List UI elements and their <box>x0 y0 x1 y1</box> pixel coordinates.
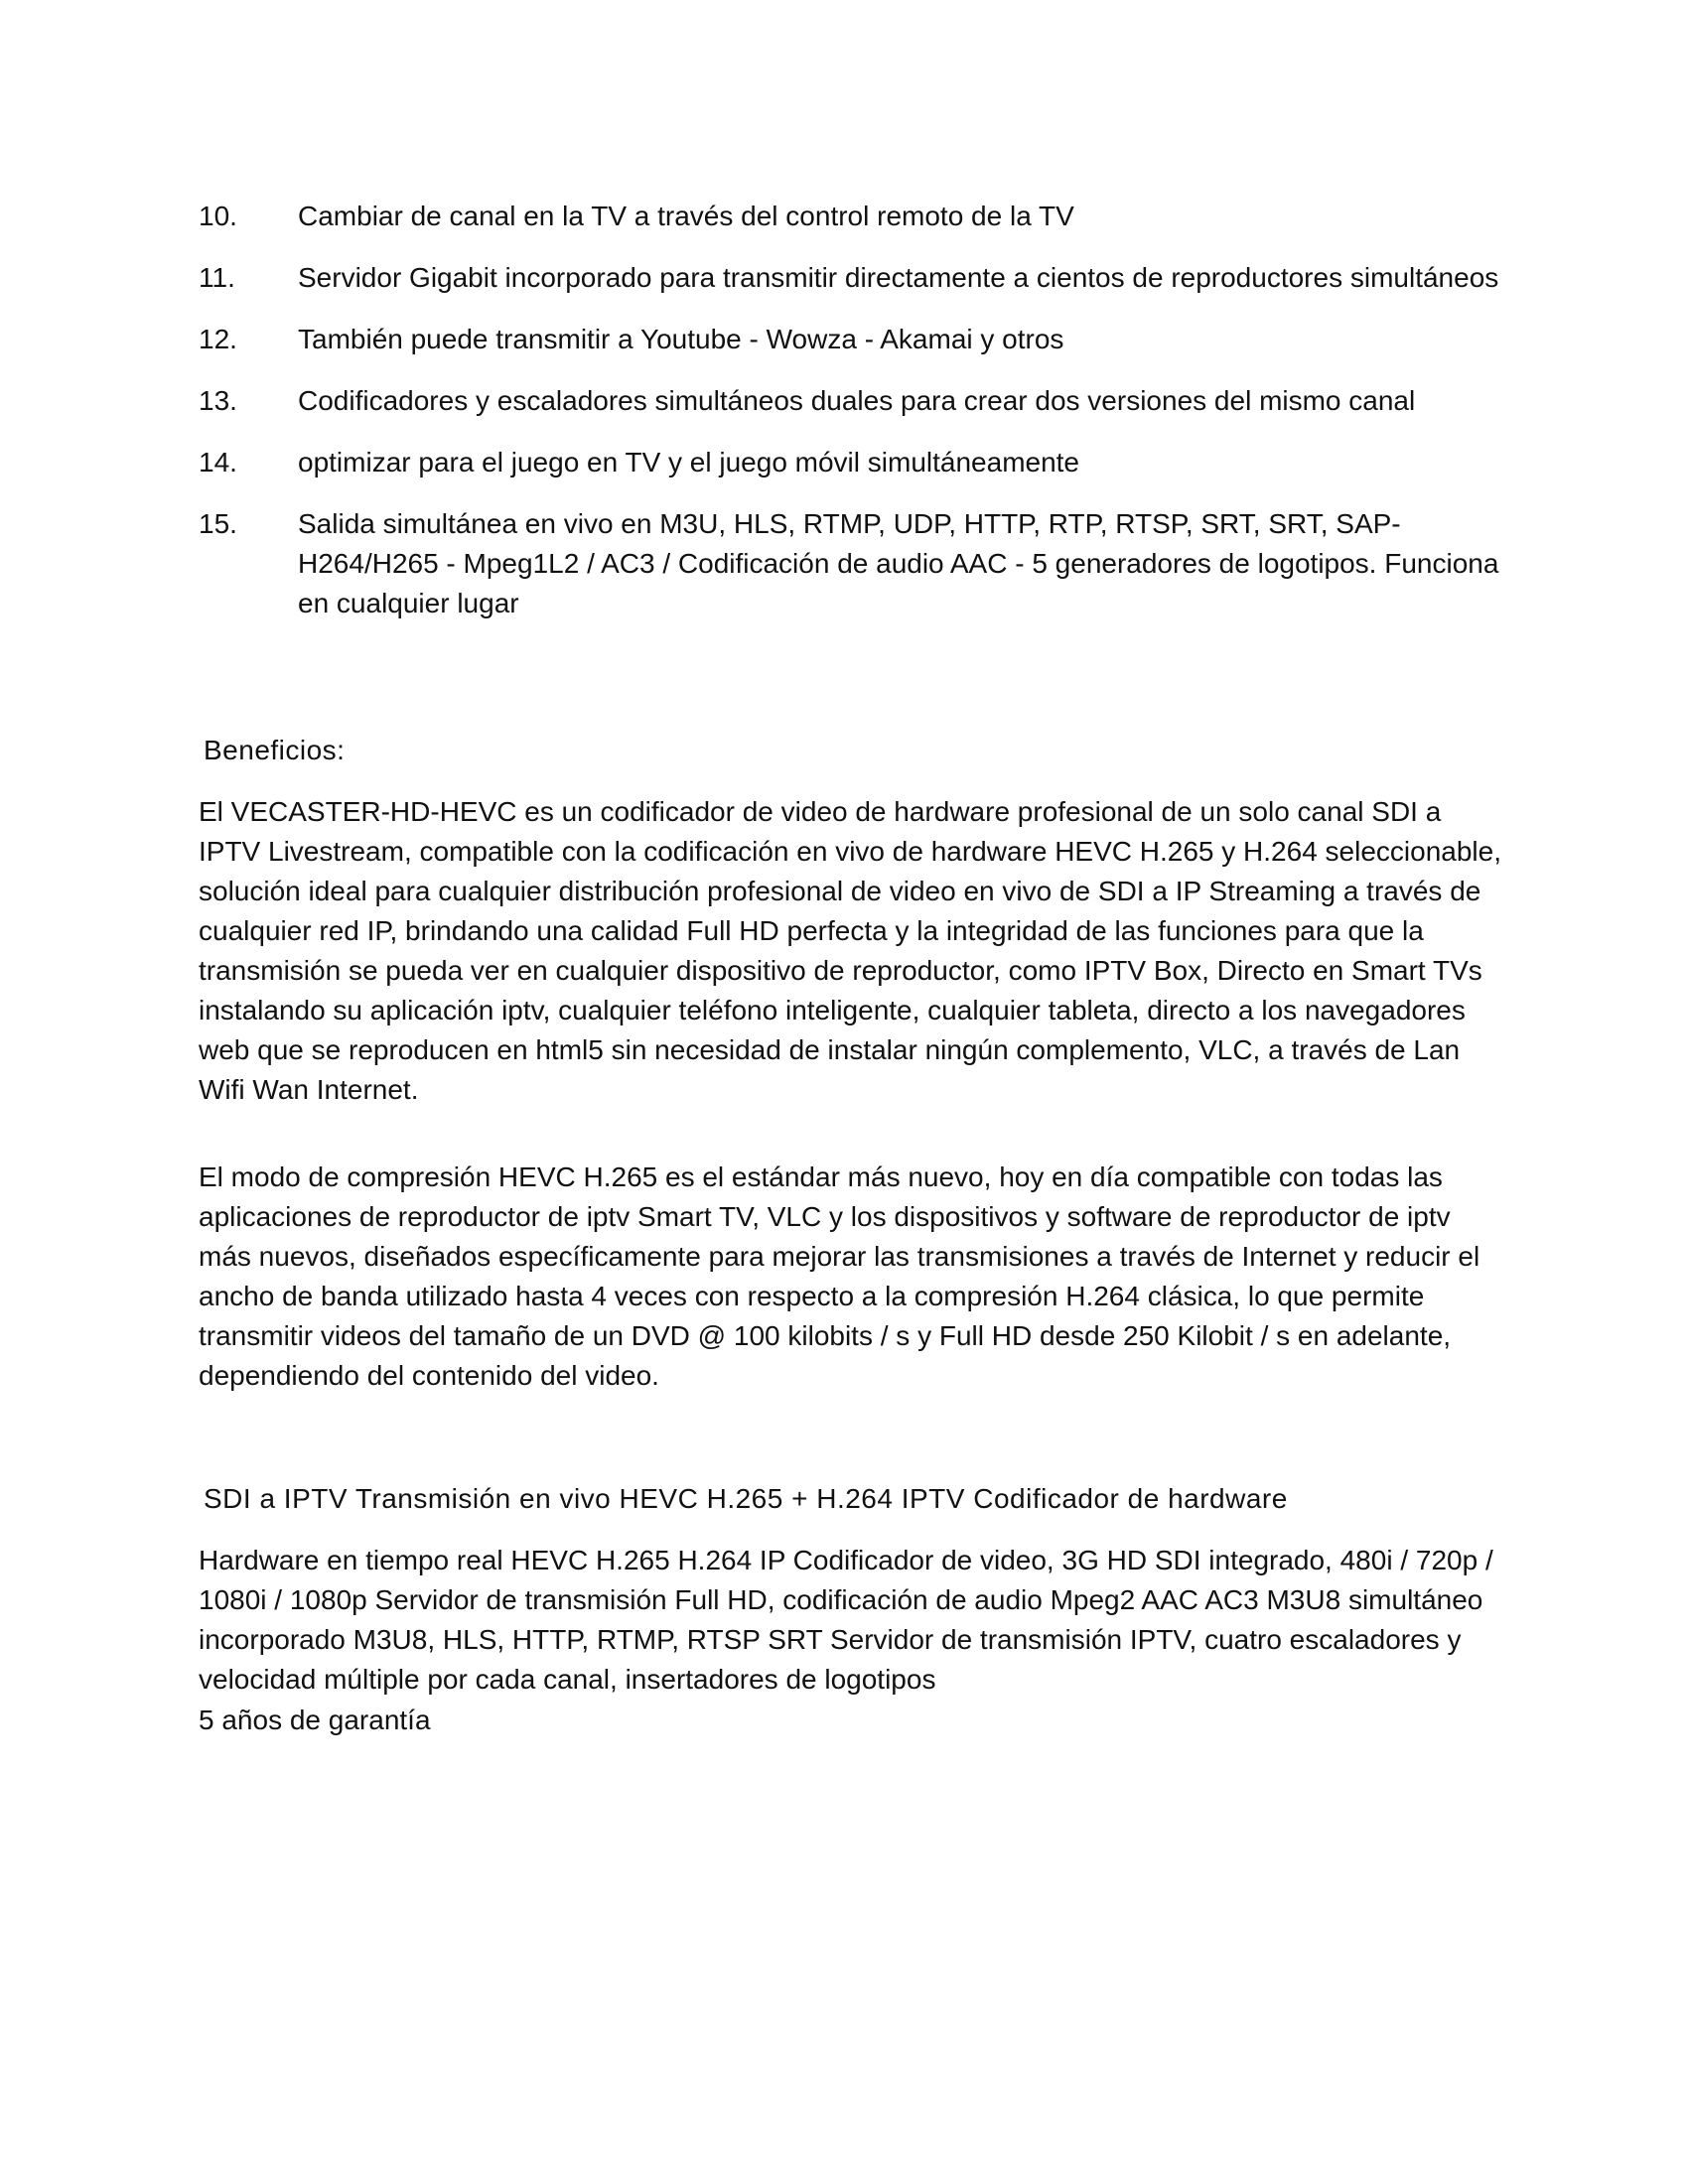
product-heading: SDI a IPTV Transmisión en vivo HEVC H.265 + H.264 IPTV Codificador de hardware <box>204 1483 1288 1514</box>
list-item-number: 13. <box>199 385 237 416</box>
list-item-number: 15. <box>199 508 237 539</box>
list-item-number: 14. <box>199 447 237 478</box>
warranty-text: 5 años de garantía <box>199 1705 431 1735</box>
list-item <box>199 443 1499 482</box>
list-item-number: 11. <box>199 262 235 293</box>
benefits-paragraph: El VECASTER-HD-HEVC es un codificador de video de hardware profesional de un solo canal SDI a IPTV Livestream, compatible con la codificación en vivo de hardware HEVC H.265 y H.264 seleccionable, solución ideal para cualquier distribución profesional de video en vivo de SDI a IP Streaming a través de cualquier red IP, brindando una calidad Full HD perfecta y la integridad de las funciones para que la transmisión se pueda ver en cualquier dispositivo de reproductor, como IPTV Box, Directo en Smart TVs instalando su aplicación iptv, cualquier teléfono inteligente, cualquier tableta, directo a los navegadores web que se reproducen en html5 sin necesidad de instalar ningún complemento, VLC, a través de Lan Wifi Wan Internet. <box>199 796 1501 1105</box>
product-description: Hardware en tiempo real HEVC H.265 H.264 IP Codificador de video, 3G HD SDI integrado, 480i / 720p / 1080i / 1080p Servidor de transmisión Full HD, codificación de audio Mpeg2 AAC AC3 M3U8 simultáneo incorporado M3U8, HLS, HTTP, RTMP, RTSP SRT Servidor de transmisión IPTV, cuatro escaladores y velocidad múltiple por cada canal, insertadores de logotipos <box>199 1545 1493 1695</box>
list-item-number: 10. <box>199 201 237 231</box>
compression-paragraph: El modo de compresión HEVC H.265 es el estándar más nuevo, hoy en día compatible con todas las aplicaciones de reproductor de iptv Smart TV, VLC y los dispositivos y software de reproductor de iptv más nuevos, diseñados específicamente para mejorar las transmisiones a través de Internet y reducir el ancho de banda utilizado hasta 4 veces con respecto a la compresión H.264 clásica, lo que permite transmitir videos del tamaño de un DVD @ 100 kilobits / s y Full HD desde 250 Kilobit / s en adelante, dependiendo del contenido del video. <box>199 1161 1480 1391</box>
list-item <box>199 381 1499 421</box>
feature-list <box>199 197 1499 645</box>
list-item <box>199 320 1499 359</box>
list-item <box>199 197 1499 236</box>
list-item-text: optimizar para el juego en TV y el juego móvil simultáneamente <box>298 447 1080 478</box>
list-item-text: Salida simultánea en vivo en M3U, HLS, RTMP, UDP, HTTP, RTP, RTSP, SRT, SRT, SAP- H264/H265 - Mpeg1L2 / AC3 / Codificación de audio AAC - 5 generadores de logotipos. Funciona en cualquier lugar <box>298 508 1499 618</box>
list-item <box>199 258 1499 298</box>
list-item <box>199 504 1499 623</box>
list-item-text: Cambiar de canal en la TV a través del control remoto de la TV <box>298 201 1074 231</box>
list-item-text: Servidor Gigabit incorporado para transmitir directamente a cientos de reproductores simultáneos <box>298 262 1499 293</box>
list-item-number: 12. <box>199 324 237 354</box>
list-item-text: También puede transmitir a Youtube - Wowza - Akamai y otros <box>298 324 1064 354</box>
benefits-heading: Beneficios: <box>204 735 346 765</box>
list-item-text: Codificadores y escaladores simultáneos duales para crear dos versiones del mismo canal <box>298 385 1416 416</box>
